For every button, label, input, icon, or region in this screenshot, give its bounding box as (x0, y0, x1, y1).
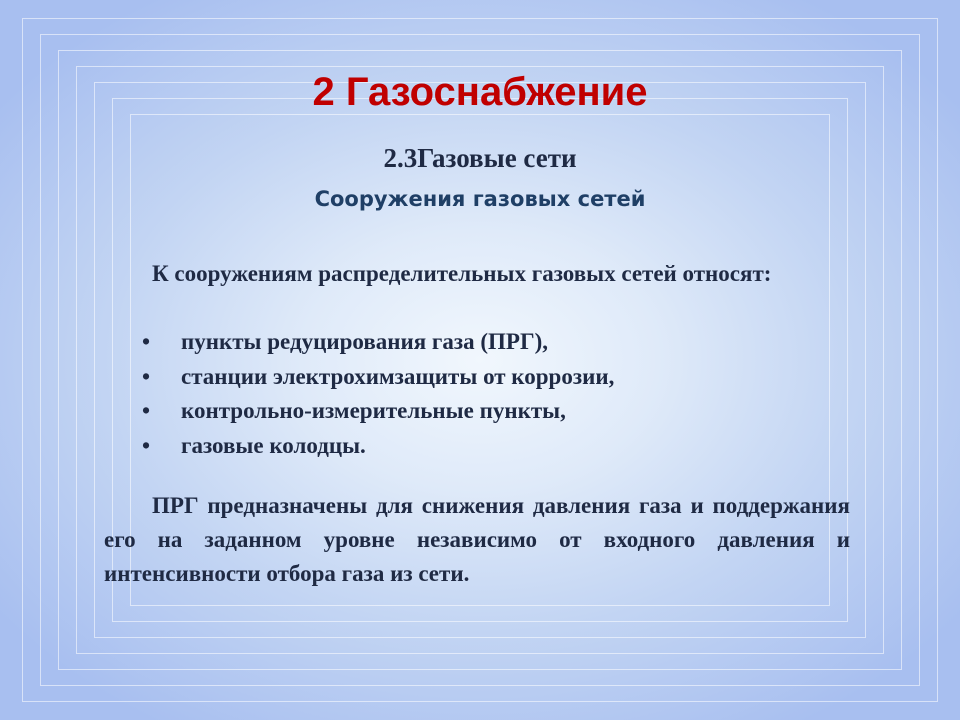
bullet-icon: • (142, 329, 151, 354)
intro-paragraph: К сооружениям распределительных газовых сетей относят: (152, 261, 772, 286)
topic-heading: Сооружения газовых сетей (314, 187, 646, 211)
list-item (104, 360, 850, 395)
list-item-text: контрольно-измерительные пункты, (181, 398, 566, 423)
list-item (104, 394, 850, 429)
list-item-text: пункты редуцирования газа (ПРГ), (181, 329, 549, 354)
bullet-icon: • (142, 363, 151, 389)
bullet-icon: • (142, 398, 151, 423)
list-item-text: станции электрохимзащиты от коррозии, (181, 363, 615, 389)
section-subtitle: 2.3Газовые сети (383, 143, 577, 173)
bullet-icon: • (142, 432, 151, 458)
list-item-text: газовые колодцы. (181, 432, 366, 458)
structures-list (104, 325, 850, 463)
description-paragraph: ПРГ предназначены для снижения давления газа и поддержания его на заданном уровне независимо от входного давления и интенсивности отбора газа из сети. (104, 493, 850, 586)
list-item (104, 325, 850, 360)
slide-title: 2 Газоснабжение (312, 70, 648, 114)
list-item (104, 429, 850, 464)
